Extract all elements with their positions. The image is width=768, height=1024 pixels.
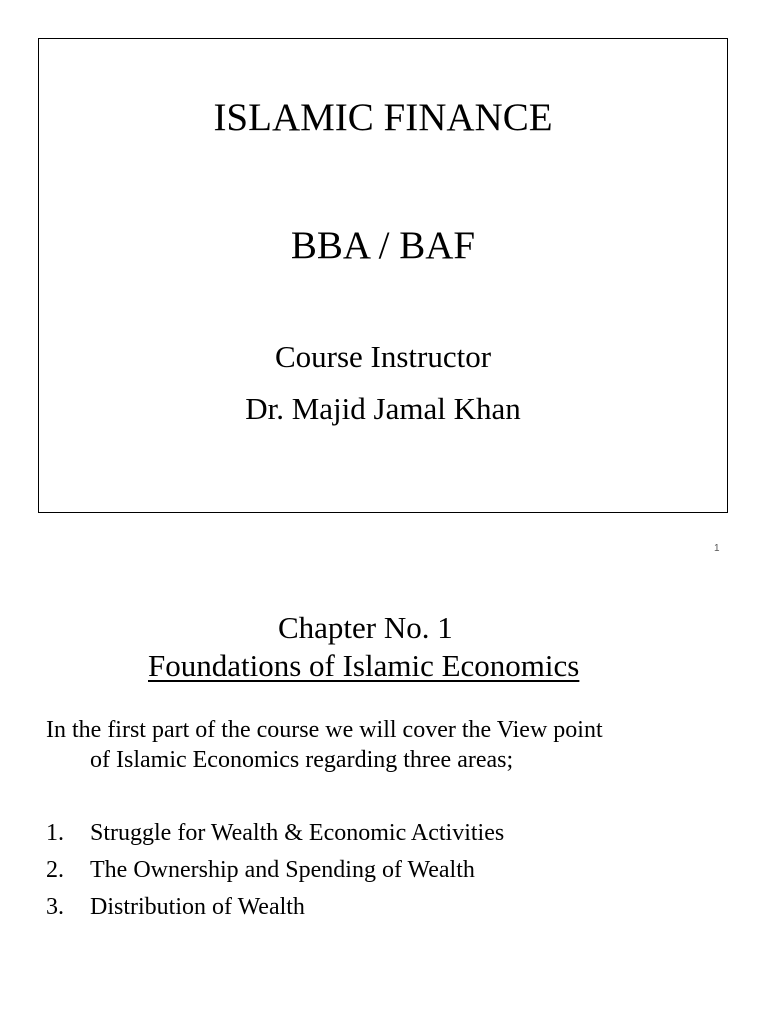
list-item-number: 3.: [46, 894, 64, 920]
program-name: BBA / BAF: [290, 224, 476, 267]
list-item-text: Struggle for Wealth & Economic Activities: [90, 820, 505, 846]
list-item-number: 2.: [46, 857, 64, 883]
title-slide: [38, 38, 728, 513]
list-item: [46, 892, 716, 929]
instructor-name: Dr. Majid Jamal Khan: [245, 391, 521, 426]
list-item-number: 1.: [46, 820, 64, 846]
course-title: ISLAMIC FINANCE: [213, 96, 553, 139]
intro-line-2: of Islamic Economics regarding three areas;: [90, 747, 514, 773]
page-number: 1: [714, 543, 720, 554]
topic-list: [46, 818, 716, 929]
intro-line-1: In the first part of the course we will cover the View point: [46, 717, 603, 743]
list-item-text: The Ownership and Spending of Wealth: [90, 857, 475, 883]
list-item: [46, 818, 716, 855]
list-item: [46, 855, 716, 892]
chapter-title: Foundations of Islamic Economics: [148, 648, 580, 683]
chapter-label: Chapter No. 1: [278, 610, 453, 645]
instructor-role: Course Instructor: [274, 339, 492, 374]
intro-paragraph: [46, 715, 716, 775]
list-item-text: Distribution of Wealth: [90, 894, 305, 920]
